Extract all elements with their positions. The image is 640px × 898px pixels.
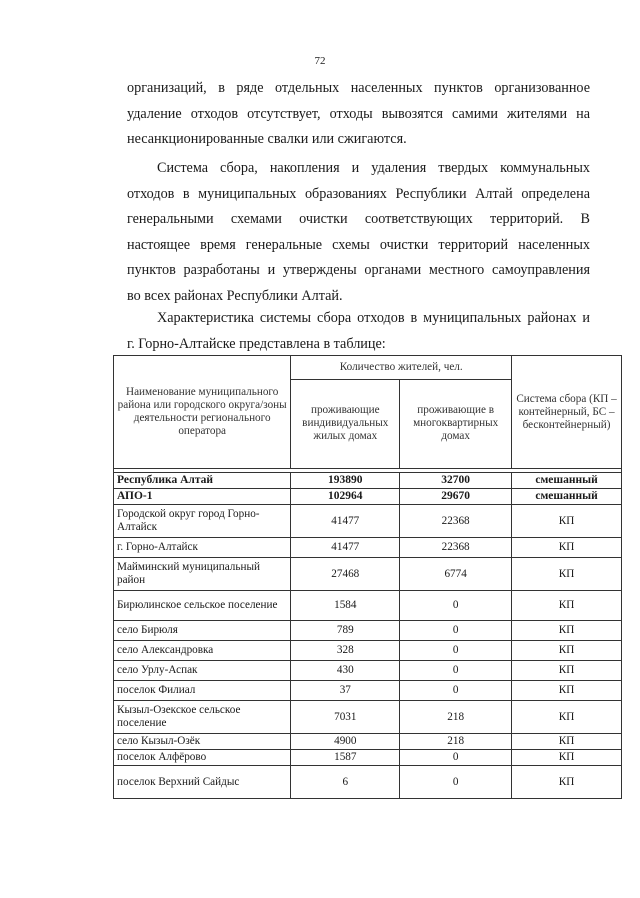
cell-system: КП: [512, 750, 622, 766]
cell-apartment: 0: [400, 681, 512, 701]
cell-individual: 328: [291, 641, 400, 661]
cell-system: КП: [512, 558, 622, 591]
cell-individual: 27468: [291, 558, 400, 591]
cell-system: КП: [512, 641, 622, 661]
table-row: [114, 661, 622, 681]
table-row: [114, 734, 622, 750]
cell-system: КП: [512, 766, 622, 799]
cell-system: КП: [512, 591, 622, 621]
table-row: [114, 641, 622, 661]
cell-name: Кызыл-Озекское сельское поселение: [114, 701, 291, 734]
cell-individual: 1587: [291, 750, 400, 766]
header-residents: Количество жителей, чел.: [291, 356, 512, 380]
waste-collection-table: [113, 355, 622, 799]
paragraph-line: организаций, в ряде отдельных населенных пунктов организованное: [127, 80, 590, 96]
cell-apartment: 218: [400, 701, 512, 734]
table-row: [114, 750, 622, 766]
paragraph-line: настоящее время генеральные схемы очистки территорий населенных: [127, 236, 590, 253]
paragraph-line: отходов в муниципальных образованиях Республики Алтай определена: [127, 185, 590, 202]
paragraph-line: несанкционированные свалки или сжигаются.: [127, 131, 407, 147]
table-row: [114, 558, 622, 591]
cell-name: село Урлу-Аспак: [114, 661, 291, 681]
cell-apartment: 0: [400, 750, 512, 766]
table-row: [114, 591, 622, 621]
cell-name: поселок Верхний Сайдыс: [114, 766, 291, 799]
cell-system: КП: [512, 505, 622, 538]
cell-name: село Бирюля: [114, 621, 291, 641]
cell-system: КП: [512, 538, 622, 558]
cell-individual: 193890: [291, 473, 400, 489]
table-row: [114, 621, 622, 641]
cell-individual: 37: [291, 681, 400, 701]
header-system: Система сбора (КП – контейнерный, БС – бесконтейнерный): [512, 356, 622, 469]
cell-individual: 1584: [291, 591, 400, 621]
paragraph-line: Система сбора, накопления и удаления твердых коммунальных: [157, 160, 590, 176]
page-number: 72: [314, 55, 326, 67]
table-row: [114, 505, 622, 538]
cell-apartment: 0: [400, 661, 512, 681]
cell-name: Майминский муниципальный район: [114, 558, 291, 591]
cell-apartment: 32700: [400, 473, 512, 489]
cell-apartment: 0: [400, 641, 512, 661]
cell-system: КП: [512, 661, 622, 681]
cell-system: КП: [512, 621, 622, 641]
cell-apartment: 0: [400, 766, 512, 799]
cell-name: г. Горно-Алтайск: [114, 538, 291, 558]
cell-individual: 4900: [291, 734, 400, 750]
cell-individual: 41477: [291, 505, 400, 538]
paragraph-2: [127, 156, 590, 309]
cell-individual: 789: [291, 621, 400, 641]
cell-apartment: 22368: [400, 505, 512, 538]
cell-name: поселок Алфёрово: [114, 750, 291, 766]
header-individual: проживающие виндивидуальных жилых домах: [291, 379, 400, 468]
paragraph-line: генеральными схемами очистки соответствующих территорий. В: [127, 211, 590, 227]
cell-name: Бирюлинское сельское поселение: [114, 591, 291, 621]
cell-individual: 102964: [291, 489, 400, 505]
paragraph-line: удаление отходов отсутствует, отходы вывозятся самими жителями на: [127, 105, 590, 122]
cell-individual: 6: [291, 766, 400, 799]
paragraph-line: во всех районах Республики Алтай.: [127, 287, 343, 304]
cell-individual: 41477: [291, 538, 400, 558]
paragraph-3: [127, 306, 590, 357]
cell-system: смешанный: [512, 473, 622, 489]
cell-individual: 7031: [291, 701, 400, 734]
cell-apartment: 22368: [400, 538, 512, 558]
paragraph-line: г. Горно-Алтайске представлена в таблице:: [127, 335, 386, 352]
table-row: [114, 489, 622, 505]
table-row: [114, 766, 622, 799]
cell-apartment: 0: [400, 621, 512, 641]
cell-name: Республика Алтай: [114, 473, 291, 489]
cell-apartment: 6774: [400, 558, 512, 591]
cell-system: КП: [512, 681, 622, 701]
paragraph-line: пунктов разработаны и утверждены органами местного самоуправления: [127, 262, 590, 278]
header-name: Наименование муниципального района или городского округа/зоны деятельности регионального оператора: [114, 356, 291, 469]
cell-name: село Кызыл-Озёк: [114, 734, 291, 750]
table-row: [114, 681, 622, 701]
cell-name: село Александровка: [114, 641, 291, 661]
cell-system: КП: [512, 734, 622, 750]
table-row: [114, 473, 622, 489]
paragraph-line: Характеристика системы сбора отходов в муниципальных районах и: [157, 310, 590, 326]
table-row: [114, 701, 622, 734]
cell-apartment: 0: [400, 591, 512, 621]
cell-name: Городской округ город Горно-Алтайск: [114, 505, 291, 538]
table-row: [114, 538, 622, 558]
header-apartment: проживающие в многоквартирных домах: [400, 379, 512, 468]
cell-individual: 430: [291, 661, 400, 681]
cell-name: АПО-1: [114, 489, 291, 505]
cell-apartment: 29670: [400, 489, 512, 505]
cell-system: КП: [512, 701, 622, 734]
cell-apartment: 218: [400, 734, 512, 750]
table-body: [114, 473, 622, 799]
paragraph-1: [127, 76, 590, 153]
cell-name: поселок Филиал: [114, 681, 291, 701]
cell-system: смешанный: [512, 489, 622, 505]
